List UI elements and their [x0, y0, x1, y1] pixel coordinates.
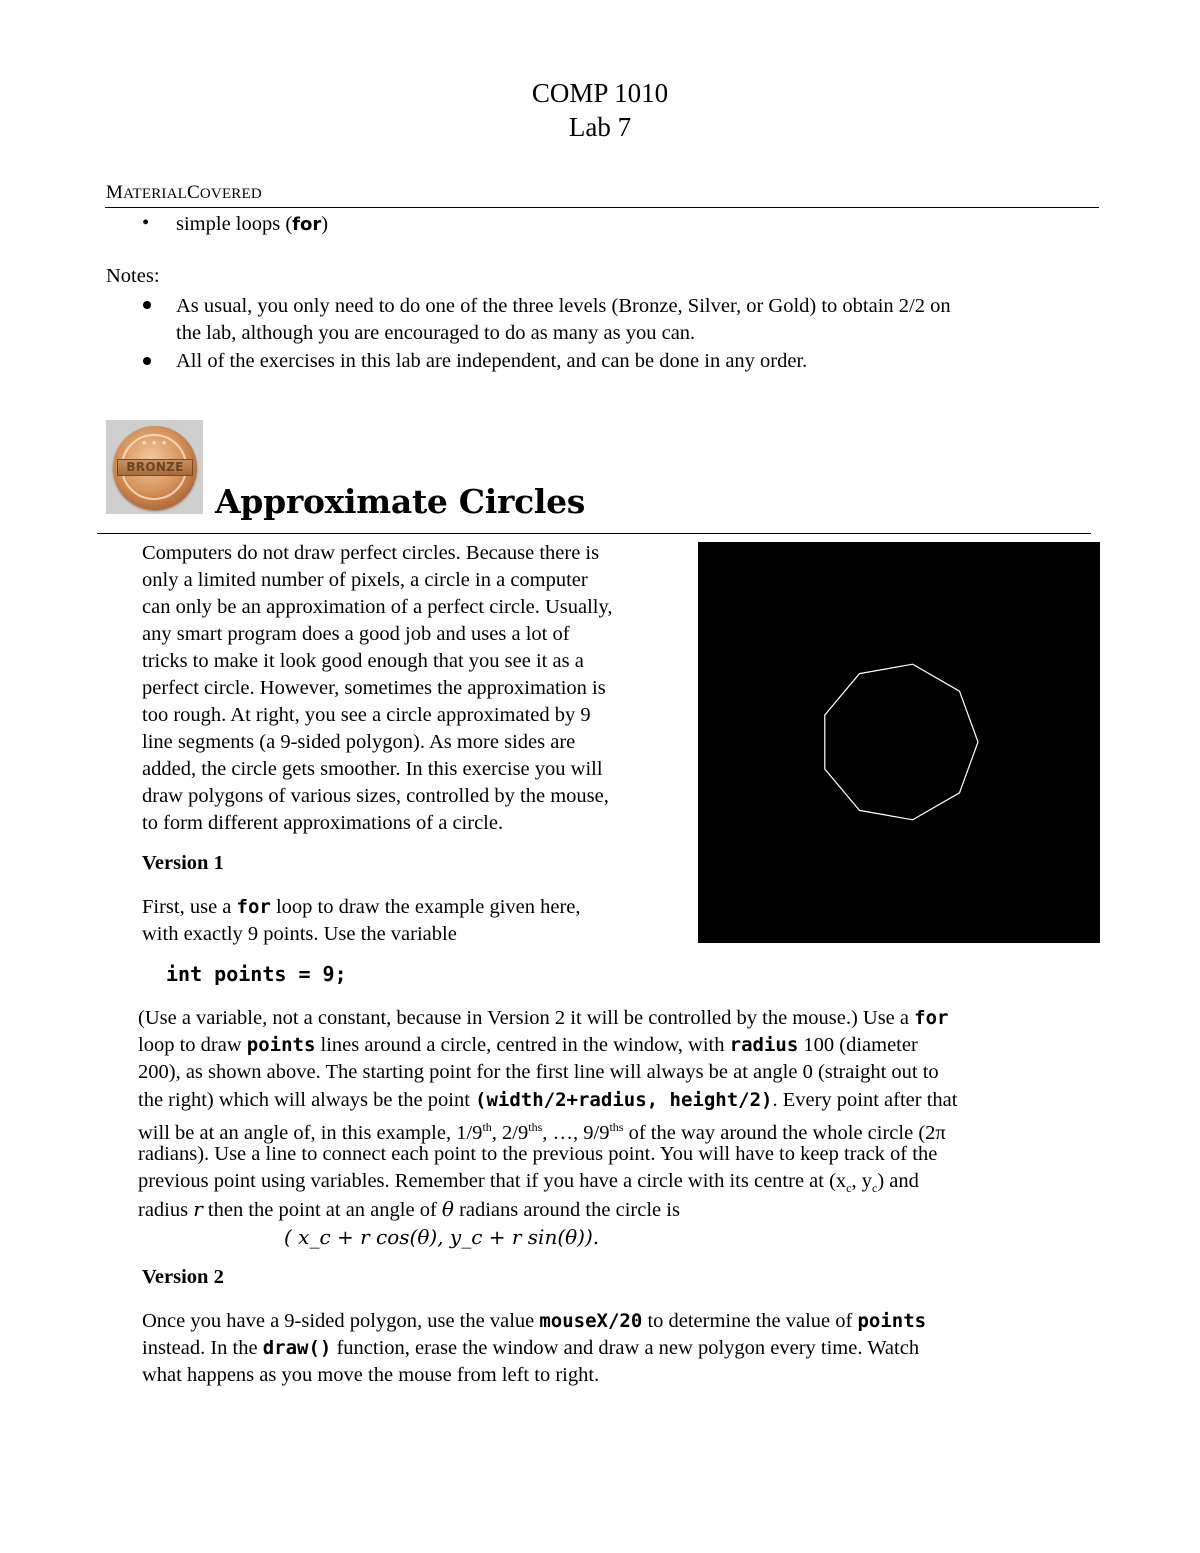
- section-divider: [105, 207, 1099, 208]
- badge-label: BRONZE: [117, 459, 193, 476]
- material-covered-heading: MATERIALCOVERED: [106, 182, 262, 203]
- circle-point-formula: ( x_c + r cos(θ), y_c + r sin(θ)).: [284, 1225, 600, 1249]
- text-line: will be at an angle of, in this example, 1/9th, $2/9^{ths}$, …, $9/9^{ths}$ of the way around the whole circle (2π: [138, 1120, 946, 1144]
- text-line: Once you have a 9-sided polygon, use the value mouseX/20 to determine the value of points: [142, 1310, 927, 1332]
- bullet-marker: [143, 301, 151, 309]
- nine-sided-polygon: [698, 542, 1100, 943]
- text-line: perfect circle. However, sometimes the approximation is: [142, 677, 606, 699]
- text-line: First, use a for loop to draw the example given here,: [142, 896, 581, 918]
- text-line: only a limited number of pixels, a circle in a computer: [142, 569, 588, 591]
- intro-paragraph: [142, 540, 692, 837]
- note-item: As usual, you only need to do one of the three levels (Bronze, Silver, or Gold) to obtain 2/2 on the lab, although you are encouraged to do as many as you can.: [176, 295, 951, 344]
- section-divider: [97, 533, 1091, 534]
- section-title: Approximate Circles: [215, 482, 586, 521]
- text-line: previous point using variables. Remember that if you have a circle with its centre at ($x_c$, $y_c$) and: [138, 1170, 919, 1196]
- text-line: can only be an approximation of a perfect circle. Usually,: [142, 596, 613, 618]
- text-line: Computers do not draw perfect circles. Because there is: [142, 542, 600, 564]
- text-line: line segments (a 9-sided polygon). As more sides are: [142, 731, 576, 753]
- lab-number: Lab 7: [568, 112, 632, 142]
- bullet-marker: •: [142, 212, 150, 234]
- text-line: (Use a variable, not a constant, because in Version 2 it will be controlled by the mouse.) Use a for: [138, 1007, 949, 1029]
- text-line: added, the circle gets smoother. In this exercise you will: [142, 758, 603, 780]
- text-line: tricks to make it look good enough that you see it as a: [142, 650, 584, 672]
- text-line: instead. In the draw() function, erase the window and draw a new polygon every time. Watch: [142, 1337, 920, 1359]
- text-line: what happens as you move the mouse from left to right.: [142, 1364, 600, 1386]
- notes-label: Notes:: [106, 265, 160, 287]
- text-line: radians). Use a line to connect each point to the previous point. You will have to keep track of the: [138, 1143, 938, 1165]
- note-item: All of the exercises in this lab are independent, and can be done in any order.: [176, 350, 808, 372]
- text-line: the right) which will always be the point (width/2+radius, height/2). Every point after that: [138, 1089, 958, 1111]
- document-title: [0, 76, 1200, 144]
- bronze-medal-icon: ★ ★ ★ BRONZE: [106, 420, 203, 514]
- course-code: COMP 1010: [531, 78, 669, 108]
- polygon-figure: [698, 542, 1100, 943]
- material-item: simple loops (for): [176, 213, 329, 235]
- bullet-marker: [143, 357, 151, 365]
- code-snippet: int points = 9;: [166, 962, 347, 986]
- text-line: radius r then the point at an angle of θ radians around the circle is: [138, 1197, 680, 1221]
- text-line: too rough. At right, you see a circle approximated by 9: [142, 704, 591, 726]
- text-line: 200), as shown above. The starting point for the first line will always be at angle 0 (straight out to: [138, 1061, 939, 1083]
- text-line: draw polygons of various sizes, controlled by the mouse,: [142, 785, 609, 807]
- text-line: any smart program does a good job and uses a lot of: [142, 623, 570, 645]
- text-line: loop to draw points lines around a circle, centred in the window, with radius 100 (diameter: [138, 1034, 918, 1056]
- version1-heading: Version 1: [142, 852, 224, 874]
- version2-heading: Version 2: [142, 1266, 224, 1288]
- text-line: with exactly 9 points. Use the variable: [142, 923, 457, 945]
- text-line: to form different approximations of a circle.: [142, 812, 504, 834]
